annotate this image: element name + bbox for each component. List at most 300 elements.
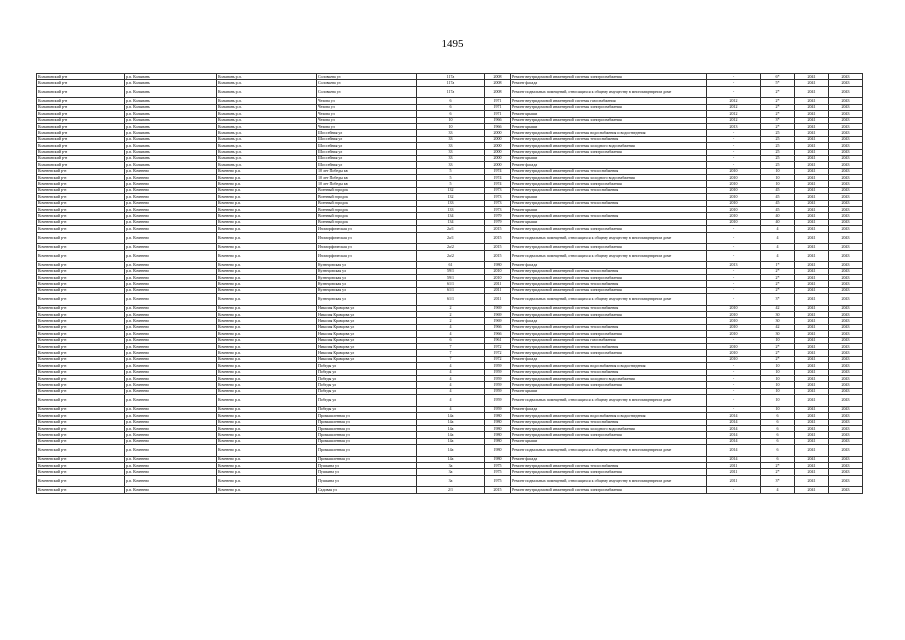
cell-year-to: 2043 (829, 117, 863, 123)
cell-locality: Коченево р.п. (217, 456, 317, 462)
cell-year-from: 2041 (795, 268, 829, 274)
cell-period: 3* (761, 117, 795, 123)
cell-locality: Колывань р.п. (217, 130, 317, 136)
cell-period: 6 (761, 413, 795, 419)
cell-year-from: 2041 (795, 226, 829, 232)
cell-period: 30 (761, 318, 795, 324)
cell-district: Коченевский р-н (37, 187, 125, 193)
cell-settlement: р.п. Коченево (125, 382, 217, 388)
cell-period: 4 (761, 487, 795, 493)
cell-house: 4 (417, 376, 485, 382)
cell-plan-end: 2011 (707, 475, 761, 487)
cell-work-type: Ремонт внутридомовой инженерной системы электроснабжения (511, 244, 707, 250)
table-row (37, 475, 863, 487)
cell-locality: Колывань р.п. (217, 80, 317, 86)
cell-build-year: 1966 (485, 117, 511, 123)
cell-year-from: 2041 (795, 130, 829, 136)
cell-period: 10 (761, 376, 795, 382)
cell-street: Победы ул (317, 395, 417, 407)
cell-plan-end: 2013 (707, 123, 761, 129)
cell-plan-end: - (707, 294, 761, 306)
cell-build-year: 1973 (485, 207, 511, 213)
cell-settlement: р.п. Коченево (125, 312, 217, 318)
cell-district: Коченевский р-н (37, 344, 125, 350)
cell-plan-end: 2014 (707, 425, 761, 431)
cell-district: Колыванский р-н (37, 123, 125, 129)
cell-plan-end: 2014 (707, 445, 761, 457)
cell-district: Коченевский р-н (37, 419, 125, 425)
cell-year-to: 2043 (829, 98, 863, 104)
cell-build-year: 1961 (485, 337, 511, 343)
cell-period: 25 (761, 162, 795, 168)
cell-year-to: 2043 (829, 344, 863, 350)
cell-settlement: р.п. Коченево (125, 168, 217, 174)
cell-locality: Коченево р.п. (217, 268, 317, 274)
cell-year-from: 2041 (795, 136, 829, 142)
cell-street: Промышленная ул (317, 456, 417, 462)
cell-house: 4 (417, 388, 485, 394)
cell-district: Коченевский р-н (37, 226, 125, 232)
cell-house: 61/1 (417, 281, 485, 287)
cell-street: Промышленная ул (317, 445, 417, 457)
cell-work-type: Ремонт внутридомовой инженерной системы электроснабжения (511, 350, 707, 356)
cell-year-to: 2043 (829, 226, 863, 232)
cell-year-to: 2043 (829, 175, 863, 181)
cell-year-from: 2041 (795, 456, 829, 462)
cell-plan-end: 2010 (707, 356, 761, 362)
cell-build-year: 1969 (485, 312, 511, 318)
cell-year-to: 2043 (829, 250, 863, 262)
cell-year-to: 2043 (829, 356, 863, 362)
cell-street: Пушкина ул (317, 469, 417, 475)
cell-build-year: 1966 (485, 331, 511, 337)
cell-work-type: Ремонт внутридомовой инженерной системы электроснабжения (511, 331, 707, 337)
cell-period: 6 (761, 419, 795, 425)
cell-build-year: 2011 (485, 281, 511, 287)
cell-year-to: 2043 (829, 268, 863, 274)
cell-work-type: Ремонт внутридомовой инженерной системы газоснабжения (511, 337, 707, 343)
cell-locality: Коченево р.п. (217, 445, 317, 457)
cell-build-year: 2011 (485, 294, 511, 306)
cell-period: 2* (761, 463, 795, 469)
cell-house: 2 (417, 312, 485, 318)
cell-year-to: 2043 (829, 287, 863, 293)
cell-locality: Коченево р.п. (217, 382, 317, 388)
cell-plan-end: - (707, 244, 761, 250)
cell-house: 61 (417, 262, 485, 268)
cell-work-type: Ремонт внутридомовой инженерной системы теплоснабжения (511, 419, 707, 425)
cell-plan-end: - (707, 136, 761, 142)
cell-year-to: 2043 (829, 207, 863, 213)
cell-year-to: 2043 (829, 244, 863, 250)
cell-district: Коченевский р-н (37, 432, 125, 438)
cell-plan-end: 2014 (707, 413, 761, 419)
cell-build-year: 2010 (485, 268, 511, 274)
cell-plan-end: - (707, 268, 761, 274)
cell-period: 4 (761, 232, 795, 244)
cell-house: 2 (417, 305, 485, 311)
cell-year-from: 2041 (795, 337, 829, 343)
cell-street: Кузнецовская ул (317, 281, 417, 287)
cell-year-from: 2041 (795, 324, 829, 330)
cell-plan-end: 2010 (707, 181, 761, 187)
cell-settlement: р.п. Коченево (125, 395, 217, 407)
cell-settlement: р.п. Коченево (125, 432, 217, 438)
cell-year-from: 2041 (795, 438, 829, 444)
cell-year-from: 2041 (795, 432, 829, 438)
cell-locality: Коченево р.п. (217, 312, 317, 318)
cell-settlement: р.п. Коченево (125, 274, 217, 280)
cell-house: 132 (417, 194, 485, 200)
cell-locality: Коченево р.п. (217, 244, 317, 250)
cell-build-year: 2011 (485, 287, 511, 293)
cell-period: 25 (761, 130, 795, 136)
cell-work-type: Ремонт внутридомовой инженерной системы электроснабжения (511, 274, 707, 280)
cell-locality: Коченево р.п. (217, 419, 317, 425)
cell-plan-end: - (707, 287, 761, 293)
cell-period: 2* (761, 123, 795, 129)
cell-settlement: р.п. Колывань (125, 136, 217, 142)
cell-house: 134 (417, 219, 485, 225)
cell-year-from: 2041 (795, 475, 829, 487)
cell-work-type: Ремонт внутридомовой инженерной системы электроснабжения (511, 312, 707, 318)
cell-build-year: 2000 (485, 155, 511, 161)
cell-street: Военный городок (317, 213, 417, 219)
cell-house: 133 (417, 200, 485, 206)
cell-house: 14а (417, 456, 485, 462)
cell-house: 4 (417, 369, 485, 375)
cell-year-from: 2041 (795, 463, 829, 469)
cell-plan-end: - (707, 143, 761, 149)
cell-year-from: 2041 (795, 413, 829, 419)
cell-settlement: р.п. Колывань (125, 162, 217, 168)
cell-street: Военный городок (317, 219, 417, 225)
cell-year-to: 2043 (829, 80, 863, 86)
cell-street: Николая Кравцова ул (317, 312, 417, 318)
cell-plan-end: 2010 (707, 344, 761, 350)
cell-period: 45 (761, 194, 795, 200)
cell-build-year: 2008 (485, 86, 511, 98)
cell-street: Соловьева ул (317, 86, 417, 98)
cell-locality: Коченево р.п. (217, 213, 317, 219)
cell-plan-end: 2010 (707, 207, 761, 213)
cell-year-from: 2041 (795, 123, 829, 129)
cell-settlement: р.п. Колывань (125, 143, 217, 149)
cell-period: 30 (761, 331, 795, 337)
cell-house: 33 (417, 136, 485, 142)
cell-house: 134 (417, 213, 485, 219)
cell-year-from: 2041 (795, 382, 829, 388)
cell-plan-end: - (707, 337, 761, 343)
cell-year-from: 2041 (795, 86, 829, 98)
cell-district: Коченевский р-н (37, 475, 125, 487)
cell-house: 33 (417, 143, 485, 149)
cell-build-year: 1972 (485, 344, 511, 350)
cell-period: 10 (761, 337, 795, 343)
cell-settlement: р.п. Колывань (125, 123, 217, 129)
cell-plan-end: - (707, 363, 761, 369)
cell-street: Чехова ул (317, 117, 417, 123)
cell-district: Колыванский р-н (37, 117, 125, 123)
cell-period: 10 (761, 181, 795, 187)
cell-plan-end: - (707, 130, 761, 136)
cell-year-from: 2041 (795, 356, 829, 362)
cell-street: Промышленная ул (317, 413, 417, 419)
cell-build-year: 1973 (485, 200, 511, 206)
cell-locality: Коченево р.п. (217, 475, 317, 487)
cell-settlement: р.п. Коченево (125, 250, 217, 262)
cell-district: Колыванский р-н (37, 98, 125, 104)
cell-plan-end: - (707, 382, 761, 388)
cell-year-from: 2041 (795, 219, 829, 225)
cell-locality: Коченево р.п. (217, 200, 317, 206)
cell-build-year: 1972 (485, 350, 511, 356)
cell-house: 7 (417, 344, 485, 350)
cell-year-from: 2041 (795, 350, 829, 356)
cell-build-year: 1975 (485, 475, 511, 487)
cell-work-type: Ремонт внутридомовой инженерной системы водоснабжения и водоотведения (511, 363, 707, 369)
cell-build-year: 2015 (485, 250, 511, 262)
cell-year-from: 2041 (795, 395, 829, 407)
cell-district: Колыванский р-н (37, 74, 125, 80)
cell-work-type: Ремонт внутридомовой инженерной системы теплоснабжения (511, 281, 707, 287)
cell-plan-end: - (707, 149, 761, 155)
cell-settlement: р.п. Коченево (125, 175, 217, 181)
cell-district: Колыванский р-н (37, 162, 125, 168)
cell-district: Коченевский р-н (37, 369, 125, 375)
cell-period: 4 (761, 244, 795, 250)
cell-plan-end: 2011 (707, 463, 761, 469)
cell-street: Победы ул (317, 388, 417, 394)
cell-plan-end: 2010 (707, 219, 761, 225)
cell-work-type: Ремонт внутридомовой инженерной системы теплоснабжения (511, 463, 707, 469)
cell-work-type: Ремонт внутридомовой инженерной системы теплоснабжения (511, 187, 707, 193)
cell-house: 2а/2 (417, 250, 485, 262)
cell-settlement: р.п. Коченево (125, 262, 217, 268)
cell-settlement: р.п. Колывань (125, 155, 217, 161)
cell-street: Николая Кравцова ул (317, 350, 417, 356)
cell-district: Колыванский р-н (37, 136, 125, 142)
cell-locality: Коченево р.п. (217, 168, 317, 174)
cell-settlement: р.п. Колывань (125, 117, 217, 123)
cell-period: 6 (761, 438, 795, 444)
cell-work-type: Ремонт крыши (511, 111, 707, 117)
cell-year-to: 2043 (829, 274, 863, 280)
cell-district: Коченевский р-н (37, 388, 125, 394)
cell-year-to: 2043 (829, 469, 863, 475)
cell-work-type: Ремонт внутридомовой инженерной системы теплоснабжения (511, 268, 707, 274)
cell-house: 132 (417, 187, 485, 193)
cell-work-type: Ремонт внутридомовой инженерной системы теплоснабжения (511, 369, 707, 375)
cell-district: Коченевский р-н (37, 175, 125, 181)
cell-house: 2а/2 (417, 244, 485, 250)
table-row (37, 232, 863, 244)
cell-year-to: 2043 (829, 406, 863, 412)
cell-plan-end: 2013 (707, 262, 761, 268)
cell-house: 3а (417, 475, 485, 487)
cell-period: 40 (761, 213, 795, 219)
cell-settlement: р.п. Коченево (125, 363, 217, 369)
cell-locality: Коченево р.п. (217, 463, 317, 469)
cell-work-type: Ремонт внутридомовой инженерной системы электроснабжения (511, 432, 707, 438)
cell-plan-end: 2012 (707, 111, 761, 117)
cell-year-to: 2043 (829, 475, 863, 487)
cell-period: 25 (761, 155, 795, 161)
cell-settlement: р.п. Коченево (125, 200, 217, 206)
cell-year-to: 2043 (829, 438, 863, 444)
cell-street: Пушкина ул (317, 463, 417, 469)
cell-build-year: 1980 (485, 438, 511, 444)
cell-period: 2* (761, 350, 795, 356)
cell-year-to: 2043 (829, 318, 863, 324)
cell-settlement: р.п. Коченево (125, 475, 217, 487)
cell-plan-end: 2010 (707, 324, 761, 330)
cell-street: Победы ул (317, 406, 417, 412)
cell-street: Промышленная ул (317, 419, 417, 425)
cell-plan-end: 2010 (707, 168, 761, 174)
cell-street: Кузнецовская ул (317, 294, 417, 306)
cell-district: Колыванский р-н (37, 143, 125, 149)
cell-period: 10 (761, 369, 795, 375)
cell-period: 3* (761, 294, 795, 306)
cell-locality: Колывань р.п. (217, 74, 317, 80)
cell-year-to: 2043 (829, 337, 863, 343)
cell-district: Колыванский р-н (37, 80, 125, 86)
cell-street: Промышленная ул (317, 438, 417, 444)
cell-work-type: Ремонт внутридомовой инженерной системы электроснабжения (511, 469, 707, 475)
cell-street: Чехова ул (317, 123, 417, 129)
cell-build-year: 1972 (485, 356, 511, 362)
cell-house: 4 (417, 406, 485, 412)
cell-street: Николая Кравцова ул (317, 356, 417, 362)
cell-build-year: 2015 (485, 232, 511, 244)
cell-build-year: 1980 (485, 445, 511, 457)
cell-district: Коченевский р-н (37, 487, 125, 493)
cell-build-year: 1980 (485, 432, 511, 438)
cell-district: Коченевский р-н (37, 200, 125, 206)
cell-house: 2/1 (417, 487, 485, 493)
cell-street: Промышленная ул (317, 432, 417, 438)
cell-build-year: 2015 (485, 244, 511, 250)
cell-district: Коченевский р-н (37, 268, 125, 274)
cell-year-to: 2043 (829, 74, 863, 80)
cell-period: 2* (761, 98, 795, 104)
cell-build-year: 1969 (485, 318, 511, 324)
cell-year-to: 2043 (829, 232, 863, 244)
cell-work-type: Ремонт крыши (511, 219, 707, 225)
cell-district: Коченевский р-н (37, 469, 125, 475)
cell-plan-end: - (707, 74, 761, 80)
cell-settlement: р.п. Коченево (125, 194, 217, 200)
cell-street: Промышленная ул (317, 425, 417, 431)
cell-period: 10 (761, 175, 795, 181)
cell-plan-end: - (707, 369, 761, 375)
cell-year-from: 2041 (795, 363, 829, 369)
cell-settlement: р.п. Коченево (125, 207, 217, 213)
cell-street: Шоссейная ул (317, 136, 417, 142)
cell-plan-end: 2011 (707, 469, 761, 475)
cell-work-type: Ремонт внутридомовой инженерной системы теплоснабжения (511, 136, 707, 142)
cell-district: Коченевский р-н (37, 438, 125, 444)
cell-period: 6 (761, 432, 795, 438)
cell-district: Коченевский р-н (37, 324, 125, 330)
cell-build-year: 1959 (485, 382, 511, 388)
cell-period: 25 (761, 143, 795, 149)
cell-district: Коченевский р-н (37, 445, 125, 457)
cell-settlement: р.п. Коченево (125, 413, 217, 419)
cell-plan-end: - (707, 487, 761, 493)
cell-house: 4 (417, 324, 485, 330)
cell-build-year: 1959 (485, 395, 511, 407)
cell-work-type: Ремонт внутридомовой инженерной системы холодного водоснабжения (511, 143, 707, 149)
cell-build-year: 1959 (485, 369, 511, 375)
cell-plan-end: 2012 (707, 104, 761, 110)
cell-district: Колыванский р-н (37, 130, 125, 136)
cell-year-from: 2041 (795, 262, 829, 268)
cell-settlement: р.п. Коченево (125, 305, 217, 311)
cell-district: Колыванский р-н (37, 86, 125, 98)
cell-district: Коченевский р-н (37, 463, 125, 469)
cell-house: 2а/1 (417, 226, 485, 232)
cell-district: Коченевский р-н (37, 168, 125, 174)
cell-year-to: 2043 (829, 155, 863, 161)
cell-district: Коченевский р-н (37, 181, 125, 187)
cell-year-to: 2043 (829, 456, 863, 462)
cell-district: Колыванский р-н (37, 104, 125, 110)
cell-house: 5 (417, 168, 485, 174)
cell-work-type: Ремонт внутридомовой инженерной системы электроснабжения (511, 149, 707, 155)
cell-settlement: р.п. Коченево (125, 268, 217, 274)
cell-district: Коченевский р-н (37, 337, 125, 343)
cell-district: Коченевский р-н (37, 406, 125, 412)
cell-district: Коченевский р-н (37, 413, 125, 419)
cell-work-type: Ремонт фасада (511, 456, 707, 462)
cell-year-from: 2041 (795, 419, 829, 425)
cell-locality: Коченево р.п. (217, 250, 317, 262)
cell-settlement: р.п. Коченево (125, 337, 217, 343)
cell-settlement: р.п. Коченево (125, 456, 217, 462)
cell-build-year: 2010 (485, 274, 511, 280)
cell-year-from: 2041 (795, 213, 829, 219)
cell-settlement: р.п. Коченево (125, 294, 217, 306)
cell-work-type: Ремонт внутридомовой инженерной системы электроснабжения (511, 382, 707, 388)
table-row (37, 250, 863, 262)
cell-year-to: 2043 (829, 281, 863, 287)
cell-period: 10 (761, 388, 795, 394)
cell-period: 10 (761, 406, 795, 412)
cell-locality: Коченево р.п. (217, 287, 317, 293)
cell-year-to: 2043 (829, 305, 863, 311)
cell-street: Военный городок (317, 194, 417, 200)
cell-plan-end: 2014 (707, 456, 761, 462)
cell-street: Кузнецовская ул (317, 287, 417, 293)
cell-house: 14а (417, 419, 485, 425)
cell-locality: Коченево р.п. (217, 232, 317, 244)
cell-locality: Колывань р.п. (217, 98, 317, 104)
cell-street: Кузнецовская ул (317, 268, 417, 274)
cell-locality: Колывань р.п. (217, 86, 317, 98)
cell-year-to: 2043 (829, 200, 863, 206)
cell-period: 2* (761, 111, 795, 117)
cell-build-year: 1959 (485, 376, 511, 382)
cell-year-from: 2041 (795, 149, 829, 155)
cell-district: Коченевский р-н (37, 250, 125, 262)
cell-build-year: 2000 (485, 149, 511, 155)
cell-build-year: 2008 (485, 80, 511, 86)
cell-work-type: Ремонт фасада (511, 356, 707, 362)
cell-plan-end: - (707, 232, 761, 244)
cell-year-to: 2043 (829, 104, 863, 110)
